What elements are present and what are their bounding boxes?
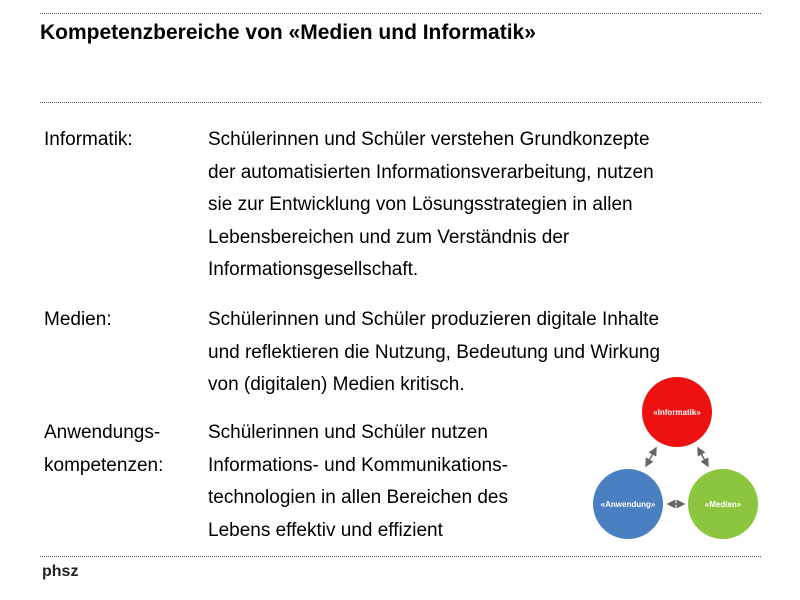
section-desc-informatik xyxy=(208,124,654,287)
section-desc-anwendung xyxy=(208,417,508,547)
desc-line: Informations- und Kommunikations- xyxy=(208,454,508,476)
footer-divider xyxy=(40,556,761,557)
desc-line: Schülerinnen und Schüler nutzen xyxy=(208,422,488,443)
section-label-line: Informatik: xyxy=(44,129,133,150)
footer-logo-text: phsz xyxy=(42,563,79,580)
section-label-anwendung xyxy=(44,417,163,482)
title-divider xyxy=(40,102,761,103)
desc-line: von (digitalen) Medien kritisch. xyxy=(208,374,465,395)
top-divider xyxy=(40,13,761,14)
desc-line: der automatisierten Informationsverarbeitung, nutzen xyxy=(208,161,654,183)
section-label-line: kompetenzen: xyxy=(44,454,164,476)
desc-line: Lebensbereichen und zum Verständnis der xyxy=(208,226,570,248)
desc-line: und reflektieren die Nutzung, Bedeutung und Wirkung xyxy=(208,341,661,363)
anwendung-circle-label: «Anwendung» xyxy=(600,500,656,509)
arrow-informatik-anwendung xyxy=(646,448,656,466)
informatik-circle-label: «Informatik» xyxy=(653,408,701,417)
medien-circle-label: «Medien» xyxy=(704,500,742,509)
competence-diagram xyxy=(592,374,762,544)
desc-line: Schülerinnen und Schüler produzieren digitale Inhalte xyxy=(208,309,660,330)
desc-line: Lebens effektiv und effizient xyxy=(208,519,443,541)
section-label-medien xyxy=(44,304,112,337)
section-label-informatik xyxy=(44,124,133,157)
arrow-informatik-medien xyxy=(698,448,708,466)
desc-line: Informationsgesellschaft. xyxy=(208,259,419,280)
section-label-line: Medien: xyxy=(44,309,112,330)
section-label-line: Anwendungs- xyxy=(44,422,161,443)
desc-line: sie zur Entwicklung von Lösungsstrategien in allen xyxy=(208,194,633,215)
desc-line: technologien in allen Bereichen des xyxy=(208,487,508,508)
desc-line: Schülerinnen und Schüler verstehen Grundkonzepte xyxy=(208,129,650,150)
page-title: Kompetenzbereiche von «Medien und Informatik» xyxy=(40,21,536,44)
